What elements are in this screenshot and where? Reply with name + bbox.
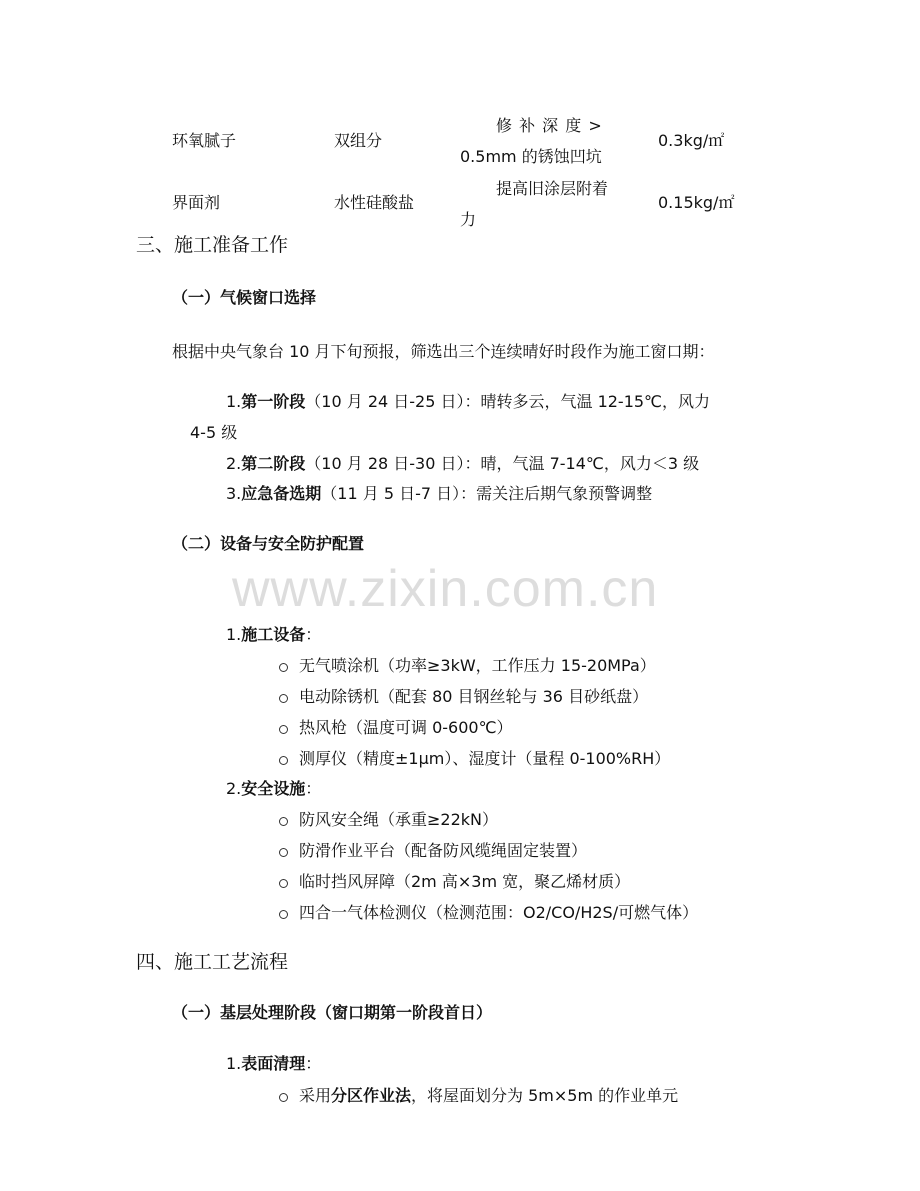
bullet-icon	[279, 879, 288, 888]
bullet-icon	[279, 1093, 288, 1102]
bullet-icon	[279, 663, 288, 672]
table-cell: 水性硅酸盐	[334, 193, 415, 212]
paragraph: 根据中央气象台 10 月下旬预报，筛选出三个连续晴好时段作为施工窗口期：	[172, 342, 715, 361]
list-item: 1.施工设备：	[226, 625, 322, 644]
bullet-icon	[279, 694, 288, 703]
table-cell: 力	[460, 210, 477, 229]
table-cell: 双组分	[334, 131, 383, 150]
bullet-icon	[279, 848, 288, 857]
section-heading: 四、施工工艺流程	[136, 951, 289, 973]
bullet-item: 电动除锈机（配套 80 目钢丝轮与 36 目砂纸盘）	[299, 687, 649, 706]
list-item: 2.第二阶段（10 月 28 日-30 日）：晴，气温 7-14℃，风力＜3 级	[226, 454, 700, 473]
table-cell: 修 补 深 度 >	[496, 116, 603, 135]
section-heading: 三、施工准备工作	[136, 234, 289, 256]
bullet-icon	[279, 725, 288, 734]
table-cell: 提高旧涂层附着	[496, 179, 609, 198]
table-cell: 0.15kg/㎡	[658, 193, 735, 212]
bullet-item: 防滑作业平台（配备防风缆绳固定装置）	[299, 841, 588, 860]
list-item: 1.表面清理：	[226, 1054, 322, 1073]
bullet-item: 测厚仪（精度±1μm）、湿度计（量程 0-100%RH）	[299, 749, 671, 768]
list-item: 2.安全设施：	[226, 779, 322, 798]
list-item-continuation: 4-5 级	[190, 423, 238, 442]
bullet-item: 采用分区作业法，将屋面划分为 5m×5m 的作业单元	[299, 1086, 679, 1105]
bullet-item: 临时挡风屏障（2m 高×3m 宽，聚乙烯材质）	[299, 872, 631, 891]
bullet-item: 防风安全绳（承重≥22kN）	[299, 810, 499, 829]
table-cell: 0.5mm 的锈蚀凹坑	[460, 147, 602, 166]
watermark: www.zixin.com.cn	[232, 560, 659, 618]
subsection-heading: （一）基层处理阶段（窗口期第一阶段首日）	[172, 1003, 493, 1022]
subsection-heading: （一）气候窗口选择	[172, 288, 317, 307]
bullet-icon	[279, 756, 288, 765]
bullet-item: 四合一气体检测仪（检测范围：O2/CO/H2S/可燃气体）	[299, 903, 699, 922]
table-cell: 界面剂	[172, 193, 221, 212]
bullet-item: 无气喷涂机（功率≥3kW，工作压力 15-20MPa）	[299, 656, 656, 675]
list-item: 1.第一阶段（10 月 24 日-25 日）：晴转多云，气温 12-15℃，风力	[226, 392, 711, 411]
bullet-item: 热风枪（温度可调 0-600℃）	[299, 718, 513, 737]
list-item: 3.应急备选期（11 月 5 日-7 日）：需关注后期气象预警调整	[226, 484, 653, 503]
table-cell: 0.3kg/㎡	[658, 131, 725, 150]
bullet-icon	[279, 817, 288, 826]
table-cell: 环氧腻子	[172, 131, 237, 150]
subsection-heading: （二）设备与安全防护配置	[172, 534, 365, 553]
bullet-icon	[279, 910, 288, 919]
